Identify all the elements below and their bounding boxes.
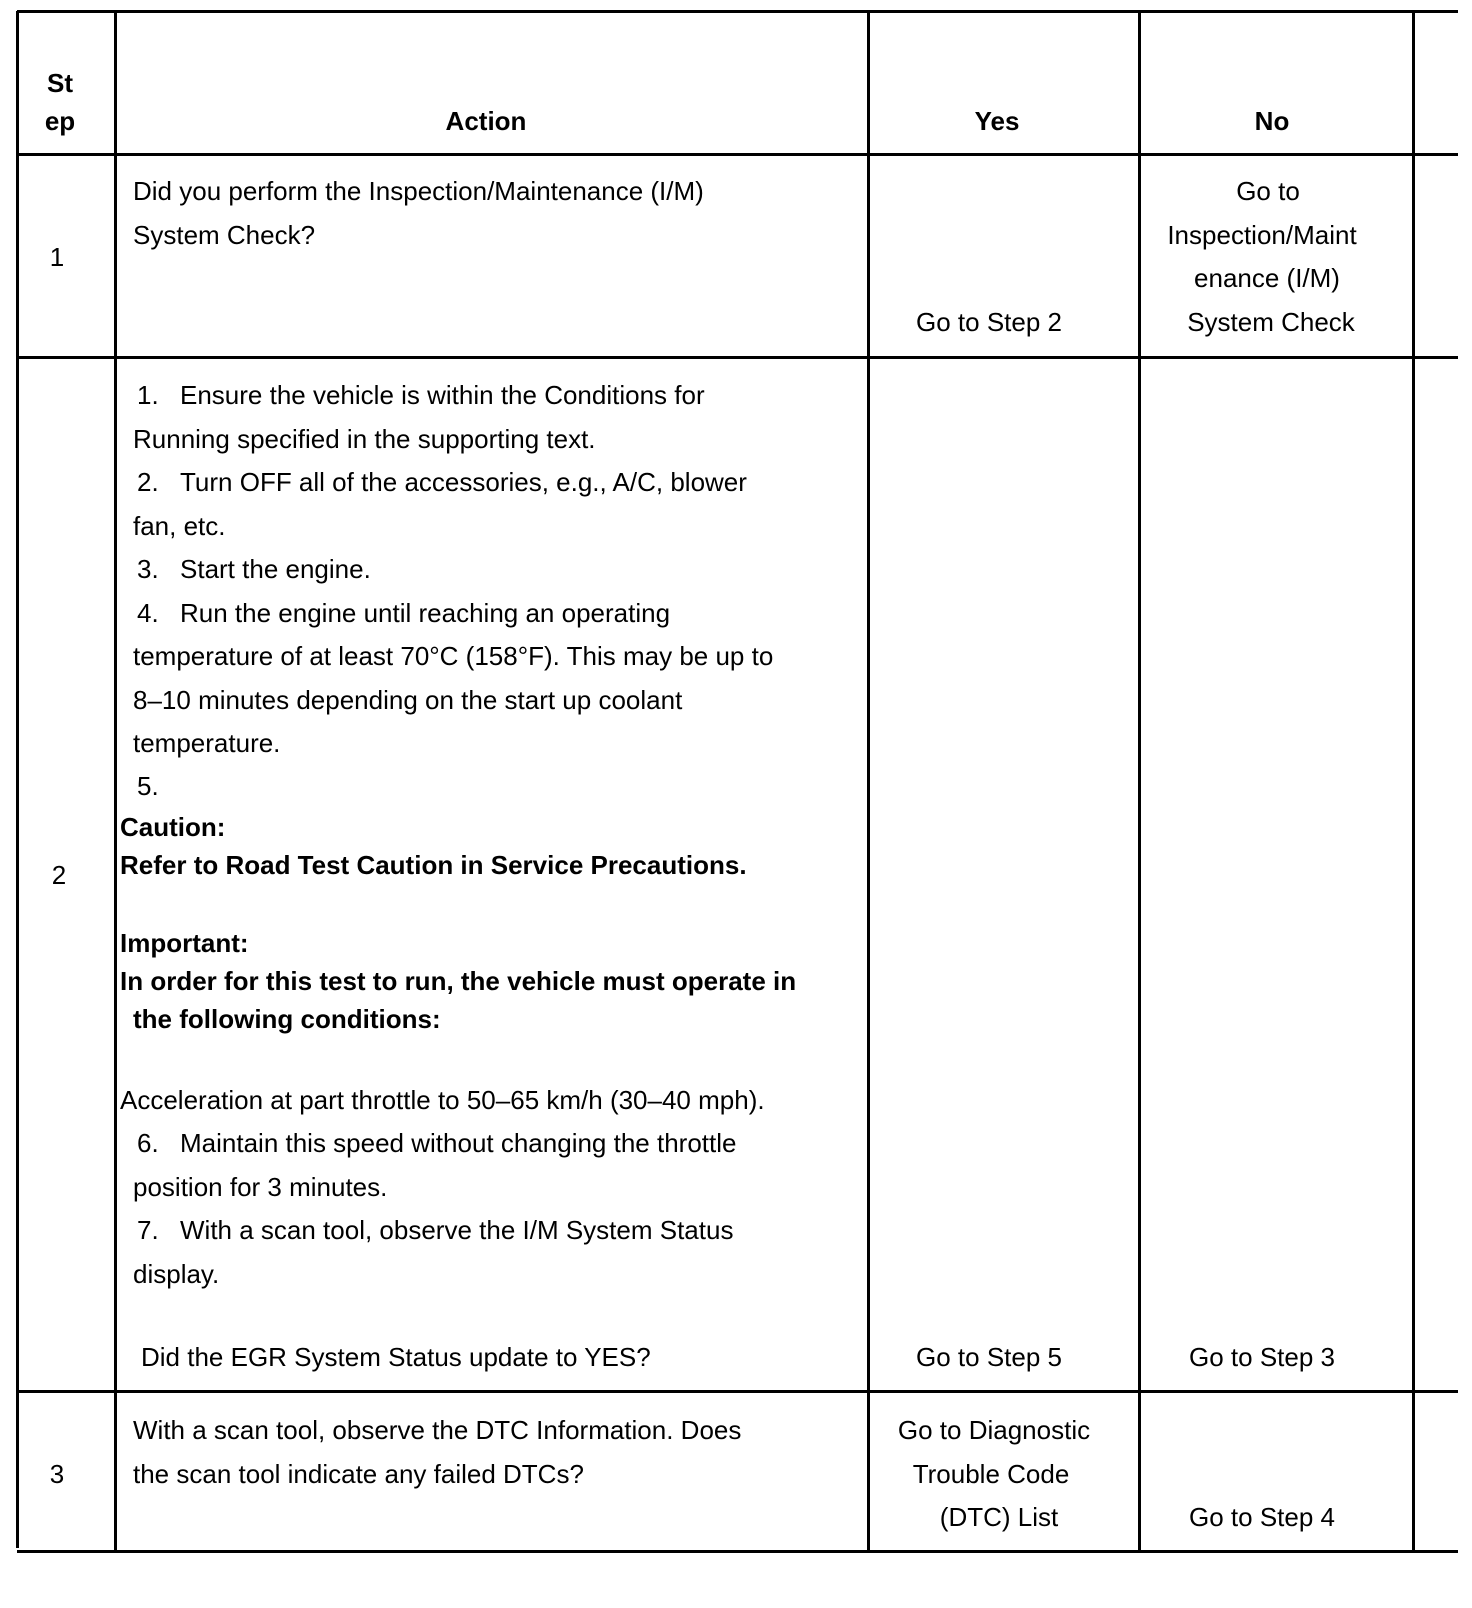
list-item-text: Run the engine until reaching an operating	[180, 598, 671, 628]
action-text: With a scan tool, observe the DTC Information. Does	[133, 1415, 742, 1445]
important-text: the following conditions:	[133, 1004, 441, 1034]
no-result: System Check	[1187, 307, 1355, 337]
list-item-text: Start the engine.	[180, 554, 371, 584]
list-number: 5.	[137, 771, 159, 801]
list-item-text: 8–10 minutes depending on the start up coolant	[133, 685, 683, 715]
list-number: 3.	[137, 554, 159, 584]
list-number: 6.	[137, 1128, 159, 1158]
list-number: 4.	[137, 598, 159, 628]
no-result: Go to Step 4	[1189, 1502, 1335, 1532]
caution-label: Caution:	[120, 812, 226, 842]
list-number: 7.	[137, 1215, 159, 1245]
yes-result: Go to Step 2	[916, 307, 1062, 337]
action-text: System Check?	[133, 220, 316, 250]
header-action: Action	[445, 106, 527, 136]
header-step-line1: St	[47, 68, 73, 98]
action-text: the scan tool indicate any failed DTCs?	[133, 1459, 584, 1489]
header-yes: Yes	[974, 106, 1020, 136]
list-item-text: temperature.	[133, 728, 281, 758]
table-border-bottom	[17, 1550, 1458, 1553]
important-label: Important:	[120, 928, 249, 958]
table-border-top	[17, 10, 1458, 13]
yes-result: Trouble Code	[912, 1459, 1070, 1489]
list-number: 2.	[137, 467, 159, 497]
yes-result: Go to Diagnostic	[897, 1415, 1091, 1445]
no-result: Go to	[1236, 176, 1300, 206]
condition-text: Acceleration at part throttle to 50–65 km/h (30–40 mph).	[120, 1085, 765, 1115]
header-step-line2: ep	[44, 106, 76, 136]
step-number: 1	[49, 242, 65, 272]
row-divider	[17, 356, 1458, 359]
column-divider	[114, 11, 117, 1553]
list-item-text: Turn OFF all of the accessories, e.g., A/C, blower	[180, 467, 747, 497]
step-number: 2	[51, 860, 67, 890]
row-divider	[17, 1390, 1458, 1393]
no-result: Inspection/Maint	[1167, 220, 1357, 250]
list-item-text: position for 3 minutes.	[133, 1172, 388, 1202]
table-border-right	[1412, 11, 1415, 1553]
important-text: In order for this test to run, the vehicle must operate in	[120, 966, 797, 996]
list-item-text: fan, etc.	[133, 511, 226, 541]
list-item-text: display.	[133, 1259, 220, 1289]
header-divider	[17, 153, 1458, 156]
question-text: Did the EGR System Status update to YES?	[141, 1342, 651, 1372]
caution-text: Refer to Road Test Caution in Service Precautions.	[120, 850, 747, 880]
step-number: 3	[49, 1459, 65, 1489]
column-divider	[867, 11, 870, 1553]
list-item-text: With a scan tool, observe the I/M System Status	[180, 1215, 734, 1245]
yes-result: Go to Step 5	[916, 1342, 1062, 1372]
header-no: No	[1254, 106, 1290, 136]
list-item-text: Ensure the vehicle is within the Conditions for	[180, 380, 705, 410]
list-item-text: Running specified in the supporting text.	[133, 424, 596, 454]
list-item-text: temperature of at least 70°C (158°F). This may be up to	[133, 641, 774, 671]
yes-result: (DTC) List	[939, 1502, 1059, 1532]
column-divider	[16, 11, 19, 1548]
list-item-text: Maintain this speed without changing the throttle	[180, 1128, 737, 1158]
no-result: Go to Step 3	[1189, 1342, 1335, 1372]
no-result: enance (I/M)	[1194, 263, 1340, 293]
column-divider	[1138, 11, 1141, 1553]
list-number: 1.	[137, 380, 159, 410]
action-text: Did you perform the Inspection/Maintenance (I/M)	[133, 176, 704, 206]
